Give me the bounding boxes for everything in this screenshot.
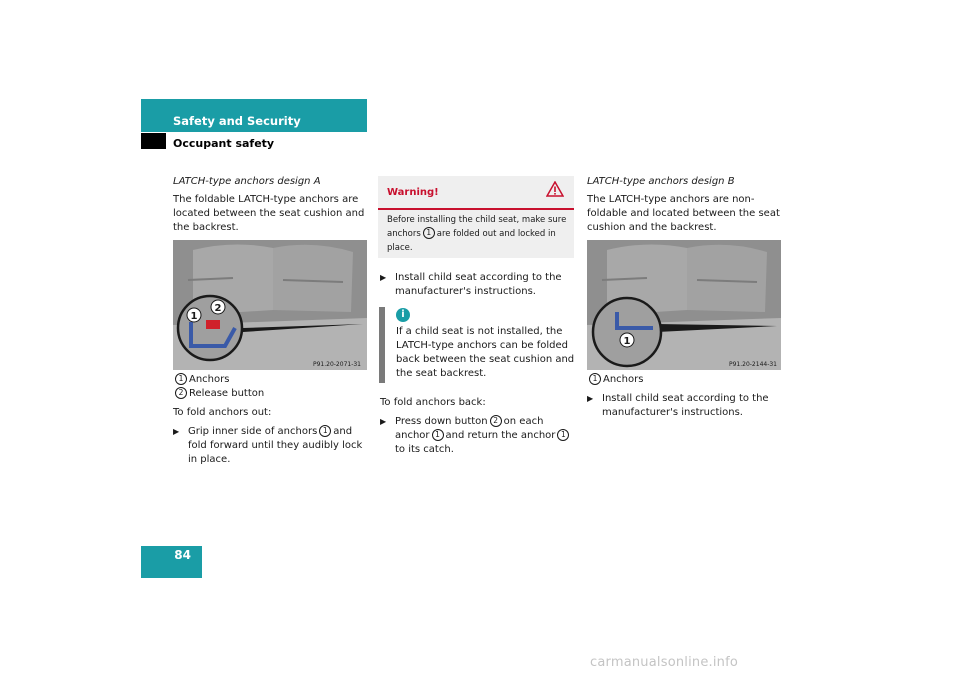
fold-out-step: ▶ Grip inner side of anchors 1 and fold forward until they audibly lock in place. bbox=[173, 426, 363, 465]
page-number: 84 bbox=[174, 548, 191, 562]
legend-label: Anchors bbox=[189, 374, 230, 385]
warning-title: Warning! bbox=[387, 187, 439, 198]
fold-back-heading: To fold anchors back: bbox=[380, 397, 486, 408]
svg-text:2: 2 bbox=[214, 303, 222, 314]
legend-num: 1 bbox=[589, 373, 601, 385]
svg-text:1: 1 bbox=[623, 336, 631, 347]
info-text: If a child seat is not installed, the LATCH-type anchors can be folded back between the seat cushion and the seat backrest. bbox=[396, 326, 575, 379]
legend-num: 2 bbox=[175, 387, 187, 399]
bullet-arrow-icon: ▶ bbox=[380, 273, 387, 282]
warning-divider bbox=[378, 208, 574, 210]
bullet-arrow-icon: ▶ bbox=[173, 427, 180, 436]
watermark: carmanualsonline.info bbox=[590, 655, 739, 670]
design-b-heading: LATCH-type anchors design B bbox=[587, 176, 735, 187]
design-b-intro: The LATCH-type anchors are non-foldable and located between the seat cushion and the backrest. bbox=[587, 194, 780, 233]
info-icon: i bbox=[396, 308, 410, 322]
svg-text:1: 1 bbox=[190, 311, 198, 322]
seat-photo-design-b bbox=[587, 240, 781, 370]
warning-text: Before installing the child seat, make sure anchors 1 are folded out and locked in place. bbox=[387, 215, 567, 253]
bullet-arrow-icon: ▶ bbox=[587, 394, 594, 403]
info-bar bbox=[379, 307, 385, 383]
bullet-arrow-icon: ▶ bbox=[380, 417, 387, 426]
legend-label: Release button bbox=[189, 388, 265, 399]
design-a-intro: The foldable LATCH-type anchors are located between the seat cushion and the backrest. bbox=[173, 194, 365, 233]
legend-item-1-b bbox=[587, 373, 643, 387]
install-step-b: ▶ Install child seat according to the manufacturer's instructions. bbox=[587, 393, 769, 418]
design-a-heading: LATCH-type anchors design A bbox=[173, 176, 321, 187]
legend-label: Anchors bbox=[603, 374, 644, 385]
legend-item-1 bbox=[173, 373, 229, 387]
seat-photo-design-a bbox=[173, 240, 367, 370]
warning-triangle-icon bbox=[546, 181, 564, 201]
section-title: Occupant safety bbox=[173, 137, 275, 150]
photo-code-a: P91.20-2071-31 bbox=[312, 361, 361, 368]
chapter-title: Safety and Security bbox=[173, 114, 301, 128]
fold-out-heading: To fold anchors out: bbox=[173, 407, 272, 418]
section-marker bbox=[141, 133, 166, 149]
install-step: ▶ Install child seat according to the manufacturer's instructions. bbox=[380, 272, 562, 297]
fold-back-step: ▶ Press down button 2 on each anchor 1 and return the anchor 1to its catch. bbox=[380, 415, 580, 457]
photo-code-b: P91.20-2144-31 bbox=[728, 361, 777, 368]
legend-num: 1 bbox=[175, 373, 187, 385]
legend-item-2 bbox=[173, 387, 264, 401]
